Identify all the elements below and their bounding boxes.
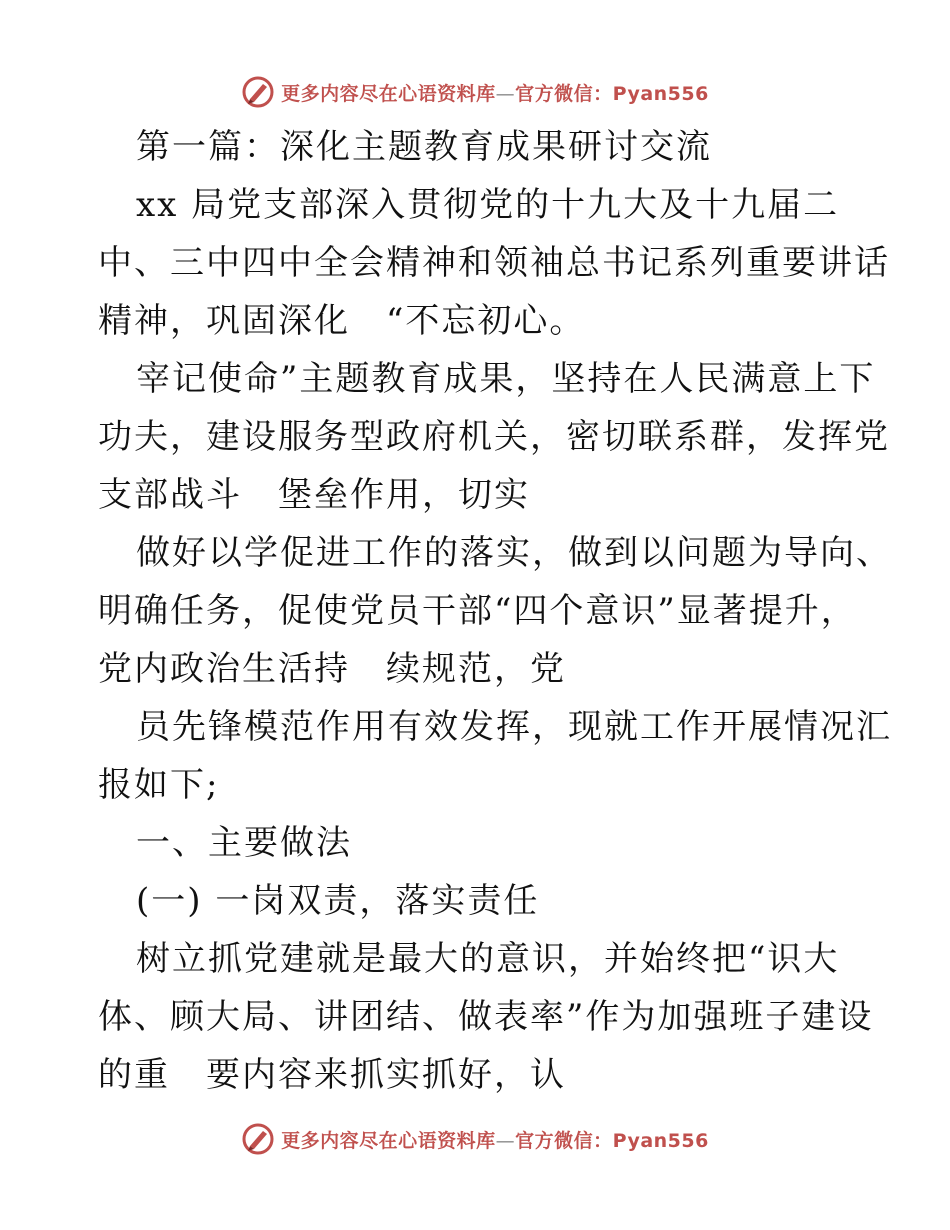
watermark-main-text: 更多内容尽在心语资料库: [281, 82, 496, 105]
paragraph-line: 的重 要内容来抓实抓好，认: [98, 1055, 566, 1095]
subsection-heading: (一) 一岗双责，落实责任: [136, 881, 540, 921]
paragraph-line: 党内政治生活持 续规范，党: [98, 649, 566, 689]
watermark-text: [281, 79, 709, 106]
watermark-banner-top: [0, 72, 950, 112]
paragraph-line: 宰记使命”主题教育成果，坚持在人民满意上下: [136, 359, 876, 399]
paragraph-line: 支部战斗 堡垒作用，切实: [98, 475, 530, 515]
document-title: 第一篇：深化主题教育成果研讨交流: [136, 127, 712, 167]
watermark-wechat-label: 官方微信：Pyan556: [515, 82, 709, 105]
watermark-wechat-label: 官方微信：Pyan556: [515, 1129, 709, 1152]
paragraph-line: 做好以学促进工作的落实，做到以问题为导向、: [136, 533, 892, 573]
watermark-separator: —: [495, 82, 516, 105]
pen-quill-logo-icon: [241, 75, 275, 109]
paragraph-line: xx 局党支部深入贯彻党的十九大及十九届二: [136, 185, 840, 225]
section-heading: 一、主要做法: [136, 823, 352, 863]
paragraph-line: 报如下;: [98, 765, 220, 805]
watermark-banner-bottom: [0, 1119, 950, 1159]
paragraph-line: 中、三中四中全会精神和领袖总书记系列重要讲话: [98, 243, 890, 283]
pen-quill-logo-icon: [241, 1122, 275, 1156]
watermark-main-text: 更多内容尽在心语资料库: [281, 1129, 496, 1152]
watermark-text: [281, 1126, 709, 1153]
paragraph-line: 树立抓党建就是最大的意识，并始终把“识大: [136, 939, 840, 979]
paragraph-line: 员先锋模范作用有效发挥，现就工作开展情况汇: [136, 707, 892, 747]
paragraph-line: 明确任务，促使党员干部“四个意识”显著提升，: [98, 591, 857, 631]
watermark-separator: —: [495, 1129, 516, 1152]
document-body: [98, 118, 892, 1104]
paragraph-line: 体、顾大局、讲团结、做表率”作为加强班子建设: [98, 997, 874, 1037]
paragraph-line: 功夫，建设服务型政府机关，密切联系群，发挥党: [98, 417, 890, 457]
paragraph-line: 精神，巩固深化 “不忘初心。: [98, 301, 586, 341]
